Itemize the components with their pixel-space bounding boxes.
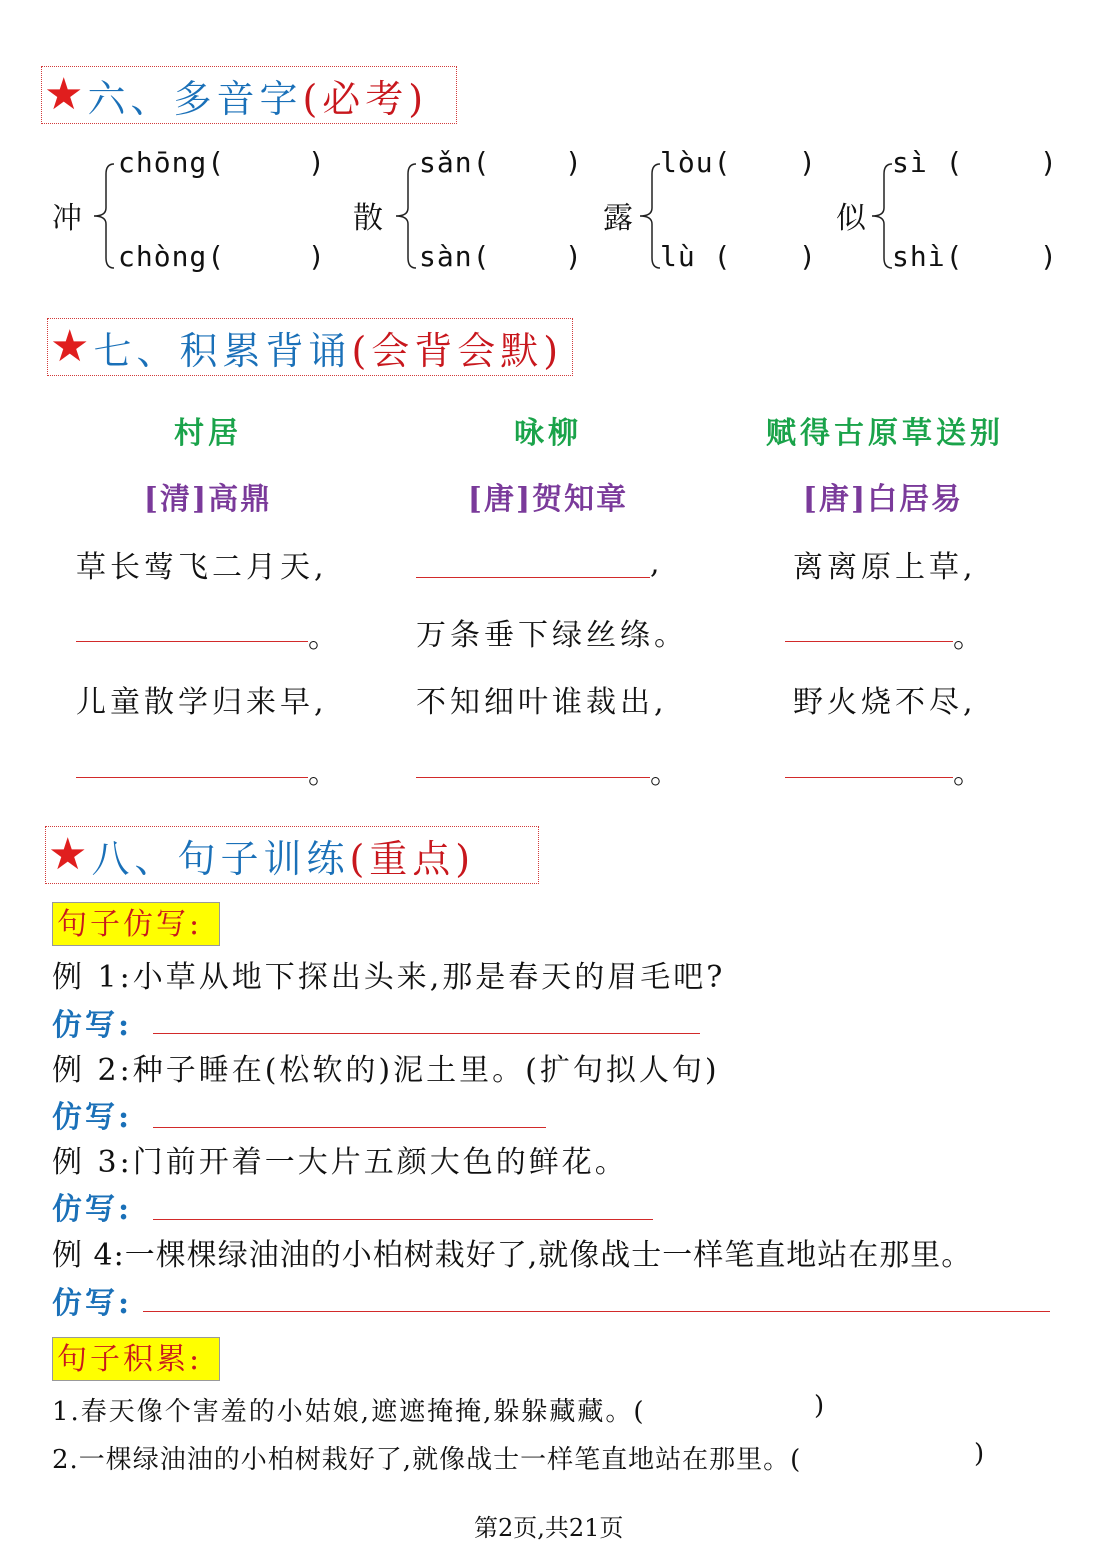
answer-blank[interactable]: [785, 777, 953, 778]
answer-blank[interactable]: [143, 1311, 1050, 1312]
imitation-prompt: 仿写:: [52, 1192, 133, 1227]
imitation-label: 句子仿写:: [52, 902, 220, 946]
poem-author: [唐]白居易: [802, 482, 964, 517]
example-sentence: 例 4:一棵棵绿油油的小柏树栽好了,就像战士一样笔直地站在那里。: [52, 1238, 973, 1273]
star-icon: ★: [48, 829, 88, 880]
brace-icon: [84, 160, 120, 272]
period: 。: [953, 756, 983, 791]
period: 。: [308, 620, 338, 655]
accumulation-item: 2.一棵绿油油的小柏树栽好了,就像战士一样笔直地站在那里。(: [52, 1445, 802, 1475]
polyphone-char: 冲: [52, 201, 82, 236]
brace-icon: [386, 160, 422, 272]
section-8-header: [45, 826, 539, 884]
answer-close-paren: ): [308, 146, 325, 179]
imitation-prompt: 仿写:: [52, 1286, 133, 1321]
polyphone-char: 露: [603, 201, 633, 236]
poem-line: 野火烧不尽,: [793, 685, 977, 720]
answer-close-paren: ): [1040, 146, 1057, 179]
period: 。: [650, 756, 680, 791]
section-6-header: [41, 66, 457, 124]
accumulation-label: 句子积累:: [52, 1337, 220, 1381]
answer-blank[interactable]: [76, 777, 308, 778]
section-8-note: (重点): [349, 836, 476, 881]
answer-blank[interactable]: [76, 641, 308, 642]
comma: ,: [650, 546, 660, 581]
pinyin-option: shì(: [892, 240, 964, 273]
answer-blank[interactable]: [416, 777, 650, 778]
poem-title: 赋得古原草送别: [766, 416, 1004, 451]
pinyin-option: sàn(: [419, 240, 491, 273]
pinyin-option: lòu(: [660, 146, 732, 179]
poem-author: [清]高鼎: [143, 482, 273, 517]
period: 。: [953, 620, 983, 655]
accumulation-item: 1.春天像个害羞的小姑娘,遮遮掩掩,躲躲藏藏。(: [52, 1397, 646, 1427]
star-icon: ★: [50, 321, 90, 372]
answer-blank[interactable]: [153, 1127, 546, 1128]
answer-close-paren: ): [814, 1391, 827, 1421]
pinyin-option: chōng(: [118, 146, 226, 179]
answer-blank[interactable]: [153, 1219, 653, 1220]
poem-title: 村居: [174, 416, 242, 451]
answer-close-paren: ): [799, 146, 816, 179]
poem-line: 离离原上草,: [793, 550, 977, 585]
section-7-header: [47, 318, 573, 376]
answer-blank[interactable]: [785, 641, 953, 642]
answer-close-paren: ): [974, 1439, 987, 1469]
section-6-title: 六、多音字: [87, 76, 303, 121]
example-sentence: 例 2:种子睡在(松软的)泥土里。(扩句拟人句): [52, 1053, 720, 1088]
poem-line: 不知细叶谁裁出,: [416, 685, 668, 720]
pinyin-option: lù (: [660, 240, 732, 273]
polyphone-char: 散: [353, 201, 383, 236]
answer-blank[interactable]: [416, 577, 650, 578]
star-icon: ★: [44, 69, 84, 120]
page-number: 第2页,共21页: [474, 1514, 624, 1542]
imitation-prompt: 仿写:: [52, 1100, 133, 1135]
answer-close-paren: ): [1040, 240, 1057, 273]
section-8-title: 八、句子训练: [91, 836, 350, 881]
poem-title: 咏柳: [514, 416, 582, 451]
poem-line: 万条垂下绿丝绦。: [416, 618, 688, 653]
section-6-note: (必考): [302, 76, 429, 121]
example-sentence: 例 1:小草从地下探出头来,那是春天的眉毛吧?: [52, 960, 726, 995]
answer-close-paren: ): [565, 146, 582, 179]
section-7-title: 七、积累背诵: [93, 328, 352, 373]
answer-close-paren: ): [799, 240, 816, 273]
period: 。: [308, 756, 338, 791]
section-7-note: (会背会默): [351, 328, 564, 373]
answer-blank[interactable]: [153, 1033, 700, 1034]
poem-line: 草长莺飞二月天,: [76, 550, 328, 585]
poem-line: 儿童散学归来早,: [76, 685, 328, 720]
pinyin-option: sì (: [892, 146, 964, 179]
pinyin-option: chòng(: [118, 240, 226, 273]
example-sentence: 例 3:门前开着一大片五颜大色的鲜花。: [52, 1145, 628, 1180]
polyphone-char: 似: [836, 201, 866, 236]
poem-author: [唐]贺知章: [467, 482, 629, 517]
answer-close-paren: ): [308, 240, 325, 273]
imitation-prompt: 仿写:: [52, 1008, 133, 1043]
answer-close-paren: ): [565, 240, 582, 273]
pinyin-option: sǎn(: [419, 146, 491, 179]
